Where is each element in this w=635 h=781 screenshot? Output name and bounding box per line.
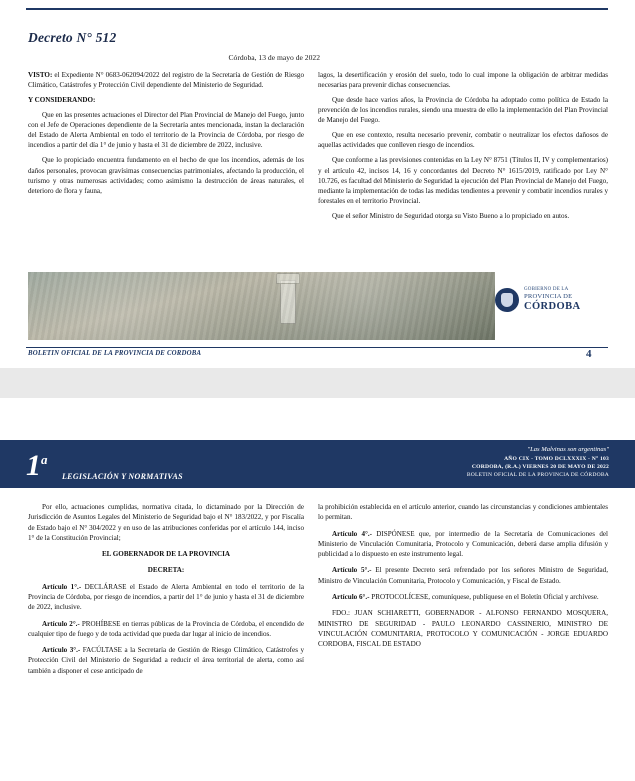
paragraph-6: Que conforme a las previsiones contenidas en la Ley N° 8751 (Títulos II, IV y complementarios) y el artículo 42, incisos 14, 16 y concordantes del Decreto N° 1615/2019, ratificado por Ley N° 10.726, es facultad del Ministerio de Seguridad la ejecución del Plan Provincial de Manejo del Fuego, mediante la implementación de todas las medidas tendientes a prevenir y combatir incendios rurales y forestales en el territorio Provincial. (318, 156, 608, 205)
page1-footer-title: BOLETIN OFICIAL DE LA PROVINCIA DE CORDOBA (28, 350, 202, 357)
article-3 (28, 645, 304, 676)
article-1 (28, 582, 304, 613)
visto-text: el Expediente N° 0683-062094/2022 del registro de la Secretaría de Gestión de Riesgo Climático, Catástrofes y Protección Civil dependiente del Ministerio de Seguridad. (28, 71, 304, 90)
article-6-label: Artículo 6°.- (332, 592, 370, 601)
article-4 (318, 529, 608, 560)
section-number-sup: a (41, 452, 48, 467)
masthead-banner (0, 440, 635, 488)
article-4-text: DISPÓNESE que, por intermedio de la Secretaría de Comunicaciones del Ministerio de Vinculación Comunitaria, Protocolo y Comunicación, deberá darse amplia difusión y publicidad a lo dispuesto en este instrumento legal. (318, 529, 608, 559)
article-1-text: DECLÁRASE el Estado de Alerta Ambiental en todo el territorio de la Provincia de Córdoba, por riesgo de incendios, a partir del 1° de junio y hasta el 31 de diciembre de 2022, inclusive. (28, 582, 304, 612)
paragraph-1: Que en las presentes actuaciones el Director del Plan Provincial de Manejo del Fuego, junto con el Jefe de Operaciones dependiente de la Secretaría antes mencionada, instan la declaración del Estado de Alerta Ambiental en todo el territorio de la Provincia de Córdoba, por riesgo de incendios a partir del día 1° de junio y hasta el 31 de diciembre de 2022, inclusive. (28, 111, 304, 150)
article-3-label: Artículo 3°.- (42, 646, 81, 655)
tower-shape (280, 280, 296, 324)
masthead-quote: "Las Malvinas son argentinas" (527, 446, 609, 453)
page2-right-column (318, 502, 608, 655)
article-6-text: PROTOCOLÍCESE, comuníquese, publíquese en el Boletín Oficial y archívese. (369, 592, 599, 601)
paragraph-4: Que desde hace varios años, la Provincia de Córdoba ha adoptado como política de Estado la prevención de los incendios rurales, siendo una muestra de ello la implementación del Plan Provincial de Manejo del Fuego. (318, 96, 608, 125)
masthead-issue: AÑO CIX - TOMO DCLXXXIX - N° 103 (504, 455, 609, 462)
page2-left-column (28, 502, 304, 682)
article-4-label: Artículo 4°.- (332, 529, 373, 538)
landscape-photo (28, 272, 495, 340)
article-6 (318, 592, 608, 602)
seal-text (524, 287, 580, 312)
article-2 (28, 619, 304, 640)
place-and-date: Córdoba, 13 de mayo de 2022 (228, 53, 320, 62)
page1-right-column (318, 70, 608, 226)
visto-label: VISTO: (28, 71, 53, 79)
section-name: LEGISLACIÓN Y NORMATIVAS (62, 472, 183, 481)
considerando-label: Y CONSIDERANDO: (28, 96, 96, 105)
page-top-rule (26, 8, 608, 10)
decree-title: Decreto N° 512 (28, 30, 117, 45)
article-5-label: Artículo 5°.- (332, 566, 372, 575)
section-number-value: 1 (26, 449, 41, 482)
paragraph-visto (28, 70, 304, 90)
government-seal (495, 283, 608, 317)
signatories: FDO.: JUAN SCHIARETTI, GOBERNADOR - ALFONSO FERNANDO MOSQUERA, MINISTRO DE SEGURIDAD - PAULO LEONARDO CASSINERIO, MINISTRO DE VINCULACIÓN COMUNITARIA, PROTOCOLO Y COMUNICACIÓN - JORGE EDUARDO CORDOBA, FISCAL DE ESTADO (318, 609, 608, 649)
masthead-publication: BOLETIN OFICIAL DE LA PROVINCIA DE CÓRDOBA (466, 471, 609, 478)
article-2-text: PROHÍBESE en tierras públicas de la Provincia de Córdoba, el encendido de cualquier tipo de fuego y de toda actividad que pueda dar lugar al inicio de incendios. (28, 619, 304, 638)
paragraph-3: lagos, la desertificación y erosión del suelo, todo lo cual impone la obligación de arbitrar medidas necesarias para prevenir dichas consecuencias. (318, 71, 608, 90)
page1-page-number: 4 (586, 348, 592, 360)
document-page-2 (0, 398, 635, 781)
article-3-continued: la prohibición establecida en el artículo anterior, cuando las circunstancias y condiciones ambientales lo permitan. (318, 503, 608, 522)
paragraph-5: Que en ese contexto, resulta necesario prevenir, combatir o neutralizar los efectos dañosos de aquellas actividades que conlleven riesgo de incendios. (318, 131, 608, 150)
masthead-meta (467, 445, 609, 479)
decree-authority-heading: EL GOBERNADOR DE LA PROVINCIA (101, 550, 231, 559)
seal-line-3: CÓRDOBA (524, 300, 581, 312)
seal-line-1: GOBIERNO DE LA (524, 287, 569, 293)
page1-footer-rule (26, 347, 608, 348)
paragraph-considerando-label (28, 95, 304, 105)
article-5 (318, 565, 608, 586)
decreta-heading: DECRETA: (147, 566, 185, 575)
article-3-text: FACÚLTASE a la Secretaría de Gestión de Riesgo Climático, Catástrofes y Protección Civil del Ministerio de Seguridad a reducir el área territorial de alerta, como así también a disponer el cese anticipado de (28, 646, 305, 675)
p2-paragraph-1: Por ello, actuaciones cumplidas, normativa citada, lo dictaminado por la Dirección de Jurisdicción de Asuntos Legales del Ministerio de Seguridad bajo el N° 183/2022, y por Fiscalía de Estado bajo el N° 304/2022 y en uso de las atribuciones conferidas por el artículo 144, inciso 1° de la Constitución Provincial; (28, 503, 304, 542)
article-1-label: Artículo 1°.- (42, 582, 82, 591)
paragraph-2: Que lo propiciado encuentra fundamento en el hecho de que los incendios, además de los daños personales, provocan gravísimas consecuencias patrimoniales, afectando la producción, el turismo y otras numerosas actividades; como asimismo la destrucción de áreas naturales, el deterioro de flora y fauna, (28, 156, 304, 195)
section-number (26, 445, 48, 481)
article-5-text: El presente Decreto será refrendado por los señores Ministro de Seguridad, Ministro de Vinculación Comunitaria, Protocolo y Comunicación, y Fiscal de Estado. (318, 566, 608, 585)
page1-left-column (28, 70, 304, 201)
article-2-label: Artículo 2°.- (42, 619, 80, 628)
masthead-date: CORDOBA, (R.A.) VIERNES 20 DE MAYO DE 2022 (471, 463, 609, 470)
paragraph-7: Que el señor Ministro de Seguridad otorga su Visto Bueno a lo propiciado en autos. (332, 211, 570, 220)
document-page-1 (0, 0, 635, 368)
seal-line-2: PROVINCIA DE (524, 293, 573, 301)
seal-emblem-icon (495, 288, 519, 312)
